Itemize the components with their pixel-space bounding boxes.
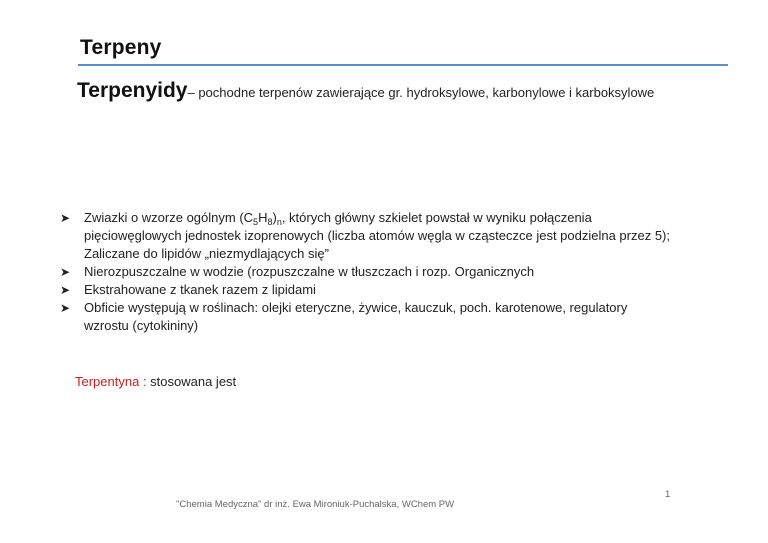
subtitle-term: Terpenyidy [77,79,188,102]
note-term: Terpentyna [75,374,140,389]
arrow-bullet-icon: ➤ [60,283,71,297]
arrow-bullet-icon: ➤ [60,265,71,279]
subtitle-definition: – pochodne terpenów zawierające gr. hydroksylowe, karbonylowe i karboksylowe [187,85,655,100]
bullet-list [60,209,740,335]
bullet-1-line-2: pięciowęglowych jednostek izoprenowych (liczba atomów węgla w cząsteczce jest podzielna przez 5); [84,228,671,243]
arrow-bullet-icon: ➤ [60,211,71,225]
slide-title: Terpeny [80,36,162,59]
list-item [60,299,740,335]
bullet-4-line-1: Obficie występują w roślinach: olejki eteryczne, żywice, kauczuk, poch. karotenowe, regulatory [84,300,628,315]
list-item [60,263,740,281]
list-item [60,209,740,263]
title-underline [78,64,728,66]
arrow-bullet-icon: ➤ [60,301,71,315]
page-number: 1 [665,489,671,500]
terpentyna-note [75,374,236,389]
footer-credit: "Chemia Medyczna" dr inż. Ewa Mironiuk-Puchalska, WChem PW [176,499,455,510]
bullet-1-line-3: Zaliczane do lipidów „niezmydlających się” [84,246,329,261]
bullet-3: Ekstrahowane z tkanek razem z lipidami [84,282,316,297]
bullet-2: Nierozpuszczalne w wodzie (rozpuszczalne w tłuszczach i rozp. Organicznych [84,264,535,279]
note-text: stosowana jest [150,374,237,389]
bullet-1-line-1: Zwiazki o wzorze ogólnym $(C_5H_8)_n$, których główny szkielet powstał w wyniku połączenia [84,210,592,227]
note-separator: : [139,374,151,389]
bullet-4-line-2: wzrostu (cytokininy) [84,318,199,333]
subtitle [77,79,654,103]
list-item [60,281,740,299]
